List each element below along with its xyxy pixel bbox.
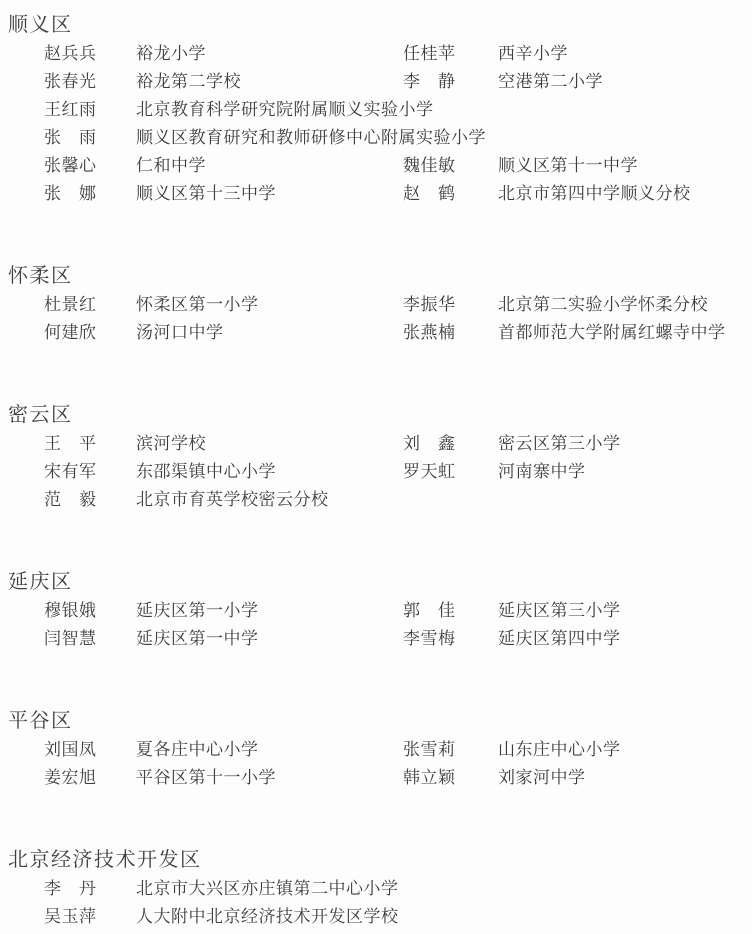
entry-row — [8, 291, 744, 319]
right-teacher-name: 郭 佳 — [403, 601, 456, 621]
left-school-name: 顺义区教育研究和教师研修中心附属实验小学 — [136, 128, 486, 148]
right-school-name: 刘家河中学 — [498, 768, 586, 788]
district-section — [8, 567, 744, 653]
left-school-name: 仁和中学 — [136, 156, 206, 176]
right-school-name — [498, 486, 744, 514]
section-rows — [8, 875, 744, 931]
section-rows — [8, 736, 744, 792]
left-teacher-name: 王 平 — [44, 434, 97, 454]
left-school-name: 北京市育英学校密云分校 — [136, 490, 329, 510]
left-teacher-name: 姜宏旭 — [44, 768, 97, 788]
left-teacher-name: 张 娜 — [44, 184, 97, 204]
entry-row — [8, 430, 744, 458]
right-teacher-name: 魏佳敏 — [403, 156, 456, 176]
district-title: 北京经济技术开发区 — [8, 847, 202, 871]
entry-row — [8, 625, 744, 653]
right-school-name: 密云区第三小学 — [498, 434, 621, 454]
left-school-name: 北京市大兴区亦庄镇第二中心小学 — [136, 879, 399, 899]
left-school-name: 人大附中北京经济技术开发区学校 — [136, 907, 399, 927]
left-teacher-name: 吴玉萍 — [44, 907, 97, 927]
right-school-name — [498, 875, 744, 903]
left-teacher-name: 杜景红 — [44, 295, 97, 315]
left-school-name: 裕龙小学 — [136, 44, 206, 64]
section-rows — [8, 40, 744, 208]
right-school-name — [498, 124, 744, 152]
district-title: 顺义区 — [8, 12, 73, 36]
right-teacher-name: 任桂苹 — [403, 44, 456, 64]
entry-row — [8, 736, 744, 764]
right-school-name: 北京第二实验小学怀柔分校 — [498, 295, 708, 315]
left-teacher-name: 范 毅 — [44, 490, 97, 510]
district-section — [8, 261, 744, 347]
right-teacher-name: 韩立颖 — [403, 768, 456, 788]
right-teacher-name: 李雪梅 — [403, 629, 456, 649]
right-school-name — [498, 96, 744, 124]
entry-row — [8, 764, 744, 792]
entry-row — [8, 180, 744, 208]
entry-row — [8, 40, 744, 68]
district-section — [8, 400, 744, 514]
left-teacher-name: 闫智慧 — [44, 629, 97, 649]
district-title: 密云区 — [8, 402, 73, 426]
right-teacher-name: 张燕楠 — [403, 323, 456, 343]
right-school-name: 延庆区第四中学 — [498, 629, 621, 649]
left-teacher-name: 宋有军 — [44, 462, 97, 482]
left-school-name: 顺义区第十三中学 — [136, 184, 276, 204]
left-school-name: 汤河口中学 — [136, 323, 224, 343]
right-school-name: 首都师范大学附属红螺寺中学 — [498, 323, 726, 343]
entry-row — [8, 319, 744, 347]
district-section — [8, 10, 744, 208]
left-teacher-name: 刘国凤 — [44, 740, 97, 760]
right-school-name — [498, 903, 744, 931]
left-school-name: 夏各庄中心小学 — [136, 740, 259, 760]
right-teacher-name: 刘 鑫 — [403, 434, 456, 454]
right-teacher-name — [403, 875, 498, 903]
left-school-name: 平谷区第十一小学 — [136, 768, 276, 788]
right-teacher-name — [403, 903, 498, 931]
right-school-name: 延庆区第三小学 — [498, 601, 621, 621]
right-school-name: 北京市第四中学顺义分校 — [498, 184, 691, 204]
left-teacher-name: 张 雨 — [44, 128, 97, 148]
right-teacher-name: 李振华 — [403, 295, 456, 315]
entry-row — [8, 124, 744, 152]
left-school-name: 裕龙第二学校 — [136, 72, 241, 92]
district-title: 延庆区 — [8, 569, 73, 593]
left-school-name: 北京教育科学研究院附属顺义实验小学 — [136, 100, 434, 120]
left-school-name: 延庆区第一小学 — [136, 601, 259, 621]
entry-row — [8, 875, 744, 903]
right-school-name: 西辛小学 — [498, 44, 568, 64]
left-school-name: 东邵渠镇中心小学 — [136, 462, 276, 482]
section-rows — [8, 430, 744, 514]
right-teacher-name: 赵 鹤 — [403, 184, 456, 204]
entry-row — [8, 458, 744, 486]
district-title: 平谷区 — [8, 708, 73, 732]
entry-row — [8, 597, 744, 625]
district-title: 怀柔区 — [8, 263, 73, 287]
right-teacher-name: 罗天虹 — [403, 462, 456, 482]
left-teacher-name: 张馨心 — [44, 156, 97, 176]
left-teacher-name: 何建欣 — [44, 323, 97, 343]
entry-row — [8, 68, 744, 96]
left-teacher-name: 李 丹 — [44, 879, 97, 899]
left-teacher-name: 赵兵兵 — [44, 44, 97, 64]
right-teacher-name — [403, 486, 498, 514]
right-school-name: 山东庄中心小学 — [498, 740, 621, 760]
left-teacher-name: 王红雨 — [44, 100, 97, 120]
right-teacher-name: 张雪莉 — [403, 740, 456, 760]
right-teacher-name: 李 静 — [403, 72, 456, 92]
right-school-name: 顺义区第十一中学 — [498, 156, 638, 176]
left-school-name: 滨河学校 — [136, 434, 206, 454]
left-teacher-name: 张春光 — [44, 72, 97, 92]
entry-row — [8, 903, 744, 931]
section-rows — [8, 597, 744, 653]
entry-row — [8, 152, 744, 180]
right-teacher-name — [403, 124, 498, 152]
right-school-name: 河南寨中学 — [498, 462, 586, 482]
section-rows — [8, 291, 744, 347]
entry-row — [8, 486, 744, 514]
right-teacher-name — [403, 96, 498, 124]
left-teacher-name: 穆银娥 — [44, 601, 97, 621]
left-school-name: 怀柔区第一小学 — [136, 295, 259, 315]
right-school-name: 空港第二小学 — [498, 72, 603, 92]
district-section — [8, 706, 744, 792]
left-school-name: 延庆区第一中学 — [136, 629, 259, 649]
district-section — [8, 845, 744, 931]
entry-row — [8, 96, 744, 124]
